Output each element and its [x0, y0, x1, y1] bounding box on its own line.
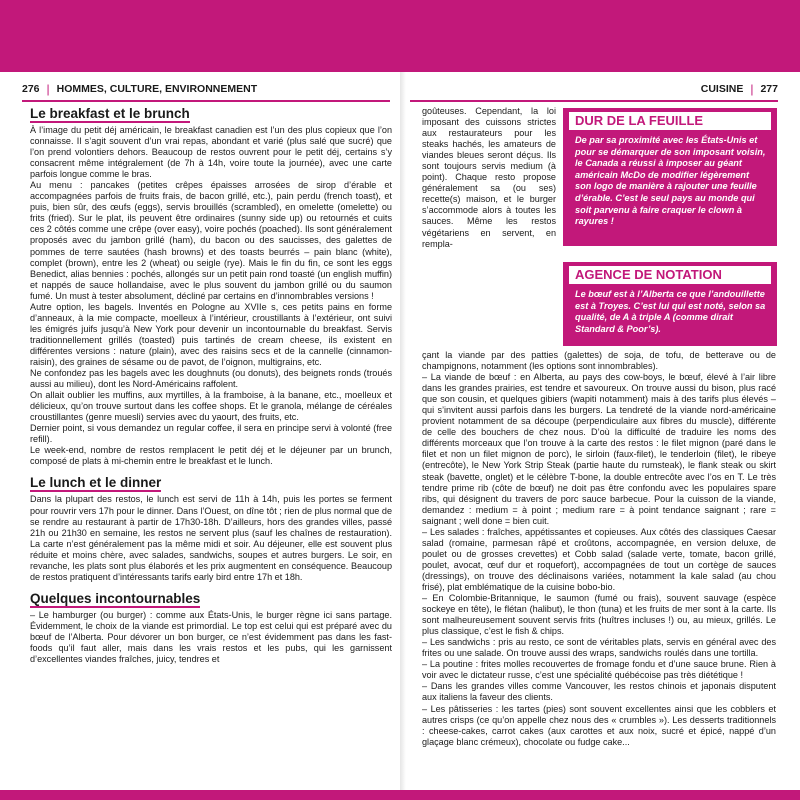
paragraph: – Les sandwichs : pris au resto, ce sont de véritables plats, servis en général avec des frites ou une salade. On trouve aussi des wraps, sandwichs roulés dans une tortilla.	[422, 637, 776, 659]
paragraph: On allait oublier les muffins, aux myrtilles, à la framboise, à la banane, etc., moelleux et délicieux, qu’on trouve surtout dans les coffee shops. Et le granola, mélange de céréales croustillantes (genre muesli) servies avec du yaourt, des fruits, etc.	[30, 390, 392, 423]
paragraph: Au menu : pancakes (petites crêpes épaisses arrosées de sirop d’érable et accompagnées parfois de fruits frais, de bacon grillé, etc.), pain perdu (french toast), et puis, bien sûr, des œufs (eggs), servis brouillés (scrambled), en omelette (omelette) ou frits (fried). Sur le plat, ils peuvent être ordinaires (sunny side up) ou retournés et cuits ces 2 côtés comme une crêpe (over easy), voire pochés (poached). Ils sont généralement proposés avec du jambon grillé (ham), du bacon ou des saucisses, des galettes de pommes de terre sautées (hash browns) et des toasts beurrés – pain blanc (white), complet (brown), entre les 2 (wheat) ou seigle (rye). Mais le fin du fin, ce sont les eggs Benedict, alias bennies : pochés, allongés sur un petit pain rond toasté (un english muffin) et nappés de sauce hollandaise, avec le plus souvent du jambon grillé ou du saumon fumé. Un must à tester absolument, décliné par certains en d’innombrables versions !	[30, 180, 392, 301]
section-title-left: HOMMES, CULTURE, ENVIRONNEMENT	[56, 83, 258, 95]
paragraph: – Dans les grandes villes comme Vancouver, les restos chinois et japonais disputent aux italiens la faveur des clients.	[422, 681, 776, 703]
paragraph: çant la viande par des patties (galettes) de soja, de tofu, de betterave ou de champignons, notamment (les options sont innombrables).	[422, 350, 776, 372]
paragraph: Dans la plupart des restos, le lunch est servi de 11h à 14h, puis les portes se ferment pour rouvrir vers 17h pour le dinner. Dans l’Ouest, on dîne tôt ; rien de plus normal que de se rendre au restaurant à partir de 17h30-18h. D’ailleurs, hors des grandes villes, passé 21h ou 21h30 en semaine, les restos ne servent plus (sauf les chaînes de restauration). La carte n’est généralement pas la même midi et soir. Au déjeuner, elle est souvent plus réduite et moins chère, avec salades, sandwichs, soupes et autres burgers. Le soir, en revanche, les plats sont plus élaborés et les prix augmentent en conséquence. Beaucoup de restos pratiquent d’intéressants tarifs early bird entre 17h et 18h.	[30, 494, 392, 582]
running-header-left	[22, 80, 257, 98]
magenta-header-band	[0, 0, 800, 72]
heading-breakfast: Le breakfast et le brunch	[30, 106, 190, 121]
page-number-right: 277	[760, 83, 778, 95]
right-thumb-tab	[790, 245, 800, 365]
paragraph: – En Colombie-Britannique, le saumon (fumé ou frais), souvent sauvage (espèce sockeye en tête), le flétan (halibut), le thon (tuna) et les fruits de mer sont à la carte. Ils sont malheureusement souvent servis frits (huîtres incluses !) ou, au mieux, grillés. Le plus classique, c’est le fish & chips.	[422, 593, 776, 637]
heading-incontournables: Quelques incontournables	[30, 590, 201, 606]
box-title: AGENCE DE NOTATION	[569, 266, 771, 284]
paragraph: Ne confondez pas les bagels avec les doughnuts (ou donuts), des beignets ronds (troués aussi au milieu), dont les Nord-Américains raffolent.	[30, 368, 392, 390]
magenta-footer-band	[0, 790, 800, 800]
paragraph: goûteuses. Cependant, la loi imposant des cuissons strictes aux restaurateurs pour les steaks hachés, les amateurs de viandes bleues seront déçus. Ils sont toujours servis medium (à point). Chaque resto propose généralement sa (ou ses) recette(s) maison, et le burger s’accommode alors à toutes les sauces. Même les restos végétariens en servent, en rempla-	[422, 106, 556, 249]
sidebar-box-agence-de-notation	[563, 262, 777, 346]
left-column	[30, 106, 392, 665]
paragraph: – Les salades : fraîches, appétissantes et copieuses. Aux côtés des classiques Caesar salad (romaine, parmesan râpé et croûtons, accompagnée, en version deluxe, de poulet ou de grosses crevettes) et Cobb salad (salade verte, tomate, bacon grillé, poulet, avocat, œuf dur et roquefort), accompagnées de tout un cortège de sauces (dressings), on trouve des déclinaisons variées, notamment la kale salad (au chou frisé), plat emblématique de la cuisine bobo-bio.	[422, 526, 776, 592]
sidebar-box-dur-de-la-feuille	[563, 108, 777, 246]
header-separator: |	[46, 82, 50, 96]
header-rule-right	[410, 100, 778, 102]
paragraph: – Les pâtisseries : les tartes (pies) sont souvent excellentes ainsi que les cobblers et autres crisps (ce qu’on appelle chez nous des « crumbles »). Les desserts traditionnels : cheese-cakes, carrot cakes (aux carottes et aux noix, sucré et épicé, nappé d’un glaçage blanc crémeux), chocolate ou fudge cake...	[422, 703, 776, 747]
running-header-right	[701, 80, 778, 98]
paragraph: – La viande de bœuf : en Alberta, au pays des cow-boys, le bœuf, élevé à l’air libre dans les grandes prairies, est tendre et savoureux. On trouve aussi du bison, plus racé que son cousin, et quelques gibiers (wapiti notamment) mais à des tarifs plus élevés – qui s’invitent aussi parfois dans les burgers. La tendreté de la viande nord-américaine provient notamment de sa découpe (perpendiculaire aux fibres du muscle), différente de celle des bouchers de chez nous. D’où la difficulté de traduire les noms des différents morceaux que l’on trouve à la carte des restos : le filet mignon (paré dans le filet et non un filet mignon de porc), le sirloin (faux-filet), le tenderloin (filet), le ribeye (entrecôte), le New York Strip Steak (partie haute du rumsteak), le flank steak ou skirt steak (bavette, onglet) et le célèbre T-bone, la double entrecôte avec l’os en T. Le très tendre prime rib (côte de bœuf) ne doit pas être confondu avec les populaires spare ribs, qui désignent du travers de porc sauce barbecue. Pour la cuisson de la viande, demandez : medium = à point ; medium rare = à point tendance saignant ; rare = saignant ; well done = bien cuit.	[422, 372, 776, 526]
section-title-right: CUISINE	[700, 83, 744, 95]
header-separator: |	[750, 82, 754, 96]
box-body: De par sa proximité avec les États-Unis et pour se démarquer de son imposant voisin, le Canada a réussi à imposer au géant américain McDo de modifier légèrement son logo de manière à rajouter une feuille d’érable. C’est le seul pays au monde qui soit parvenu à faire craquer le clown à rayures !	[575, 135, 766, 227]
box-body: Le bœuf est à l’Alberta ce que l’andouillette est à Troyes. C’est lui qui est noté, selon sa qualité, de A à triple A (comme dirait Standard & Poor’s).	[575, 289, 766, 334]
header-rule-left	[22, 100, 390, 102]
left-thumb-tab	[0, 245, 10, 365]
paragraph: – La poutine : frites molles recouvertes de fromage fondu et d’une sauce brune. Rien à voir avec le dictateur russe, c’est une spécialité québécoise pas très diététique !	[422, 659, 776, 681]
box-title: DUR DE LA FEUILLE	[569, 112, 771, 130]
paragraph: Autre option, les bagels. Inventés en Pologne au XVIIe s, ces petits pains en forme d’anneaux, à la mie compacte, moelleux à l’intérieur, croustillants à l’extérieur, ont suivi les émigrés juifs jusqu’à New York pour devenir un incontournable du breakfast. Servis traditionnellement grillés (toasted) puis tartinés de cream cheese, ils existent en différentes versions : nature (plain), avec des raisins secs et de la cannelle (cinnamon-raisin), des graines de sésame ou de pavot, de l’oignon, multigrains, etc.	[30, 301, 392, 367]
paragraph: Dernier point, si vous demandez un regular coffee, il sera en principe servi à volonté (free refill).	[30, 423, 392, 445]
paragraph: Le week-end, nombre de restos remplacent le petit déj et le déjeuner par un brunch, composé de plats à mi-chemin entre le breakfast et le lunch.	[30, 445, 392, 467]
paragraph: À l’image du petit déj américain, le breakfast canadien est l’un des plus copieux que l’on connaisse. Il s’agit souvent d’un vrai repas, abondant et varié (plus salé que sucré) que l’on prend volontiers dehors. Beaucoup de restos ouvrent pour le petit déj, certains s’y consacrent même intégralement (de 7h à 14h, voire toute la journée), avec une carte parfois longue comme le bras.	[30, 125, 392, 180]
heading-lunch: Le lunch et le dinner	[30, 475, 162, 491]
book-gutter	[400, 72, 406, 790]
right-column	[422, 350, 776, 748]
page-number-left: 276	[22, 83, 40, 95]
middle-column	[422, 106, 556, 250]
paragraph: – Le hamburger (ou burger) : comme aux États-Unis, le burger règne ici sans partage. Évidemment, le choix de la viande est primordial. Le top est celui qui est préparé avec du bœuf de l’Alberta. Pour dévorer un bon burger, ce n’est évidemment pas dans les fast-foods qu’il faut aller, mais dans les vrais restos et les pubs, qui les garnissent d’excellentes viandes fraîches, juicy, tendres et	[30, 609, 392, 665]
